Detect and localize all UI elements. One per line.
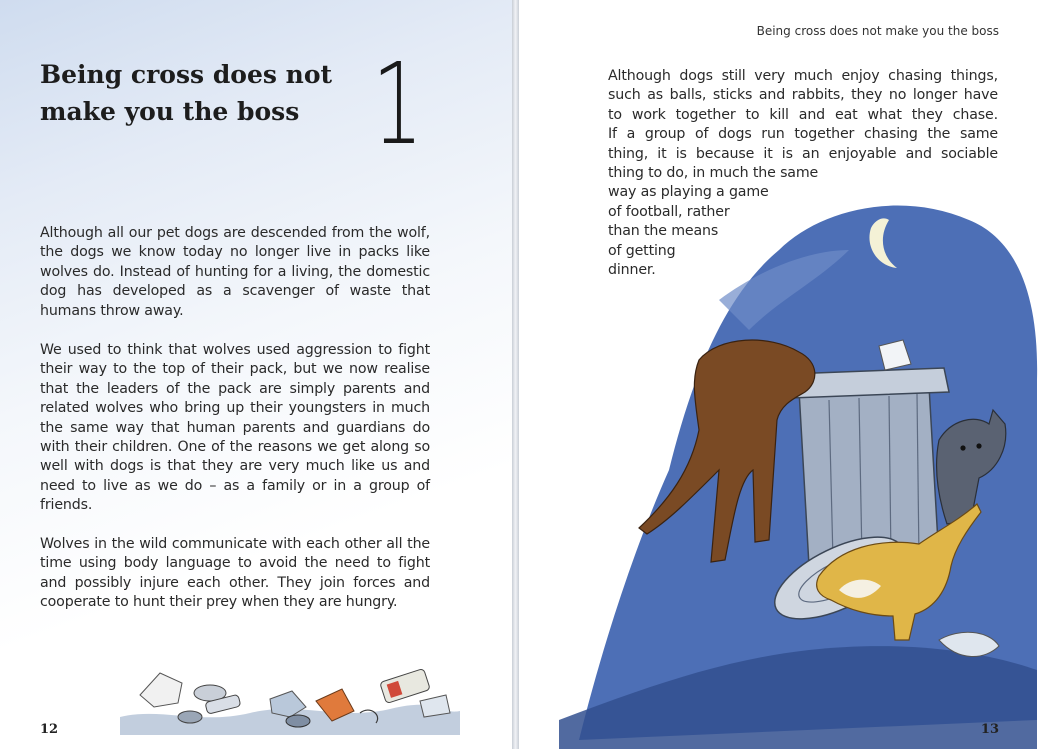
rubbish-illustration [120,655,460,735]
chapter-title: Being cross does not make you the boss [40,60,333,126]
paragraph-3: Wolves in the wild communicate with each other all the time using body language to avoid the need to fight and possibly injure each other. They join forces and cooperate to hunt their prey when they are hungry. [40,536,430,611]
right-page [519,0,1043,749]
text-line: to work together to kill and eat what they chase. [608,106,998,123]
text-line: way as playing a game [608,184,769,201]
text-line: thing, it is because it is an enjoyable and sociable [608,145,998,162]
paragraph-1: Although all our pet dogs are descended from the wolf, the dogs we know today no longer live in packs like wolves do. Instead of hunting for a living, the domestic dog has developed as a scavenger of waste that humans throw away. [40,225,430,319]
text-line: of getting [608,242,676,259]
text-line: If a group of dogs run together chasing the same [608,126,998,143]
right-page-text [608,67,998,280]
grey-dog-eye [960,445,965,450]
lid [178,711,202,723]
text-line: thing to do, in much the same [608,165,819,182]
text-line: dinner. [608,262,656,279]
text-line: Although dogs still very much enjoy chasing things, [608,68,998,84]
paragraph-2: We used to think that wolves used aggression to fight their way to the top of their pack, but we now realise that the leaders of the pack are simply parents and related wolves who bring up their youngsters in much the same way that human parents and guardians do with their children. One of the reasons we get along so well with dogs is that they are very much like us and need to live as we do – as a family or in a group of friends. [40,342,430,514]
text-line: than the means [608,223,719,240]
page-number-right: 13 [980,722,999,737]
paper-scrap [140,673,182,707]
page-number-left: 12 [40,722,59,737]
left-page [0,0,512,749]
text-line: such as balls, sticks and rabbits, they no longer have [608,87,998,104]
bottle-cap [286,715,310,727]
grey-dog-eye [976,443,981,448]
chapter-number: 1 [372,40,424,170]
running-head: Being cross does not make you the boss [756,24,999,38]
text-line: of football, rather [608,203,730,220]
book-gutter [512,0,519,749]
paper-scrap-2 [420,695,450,717]
